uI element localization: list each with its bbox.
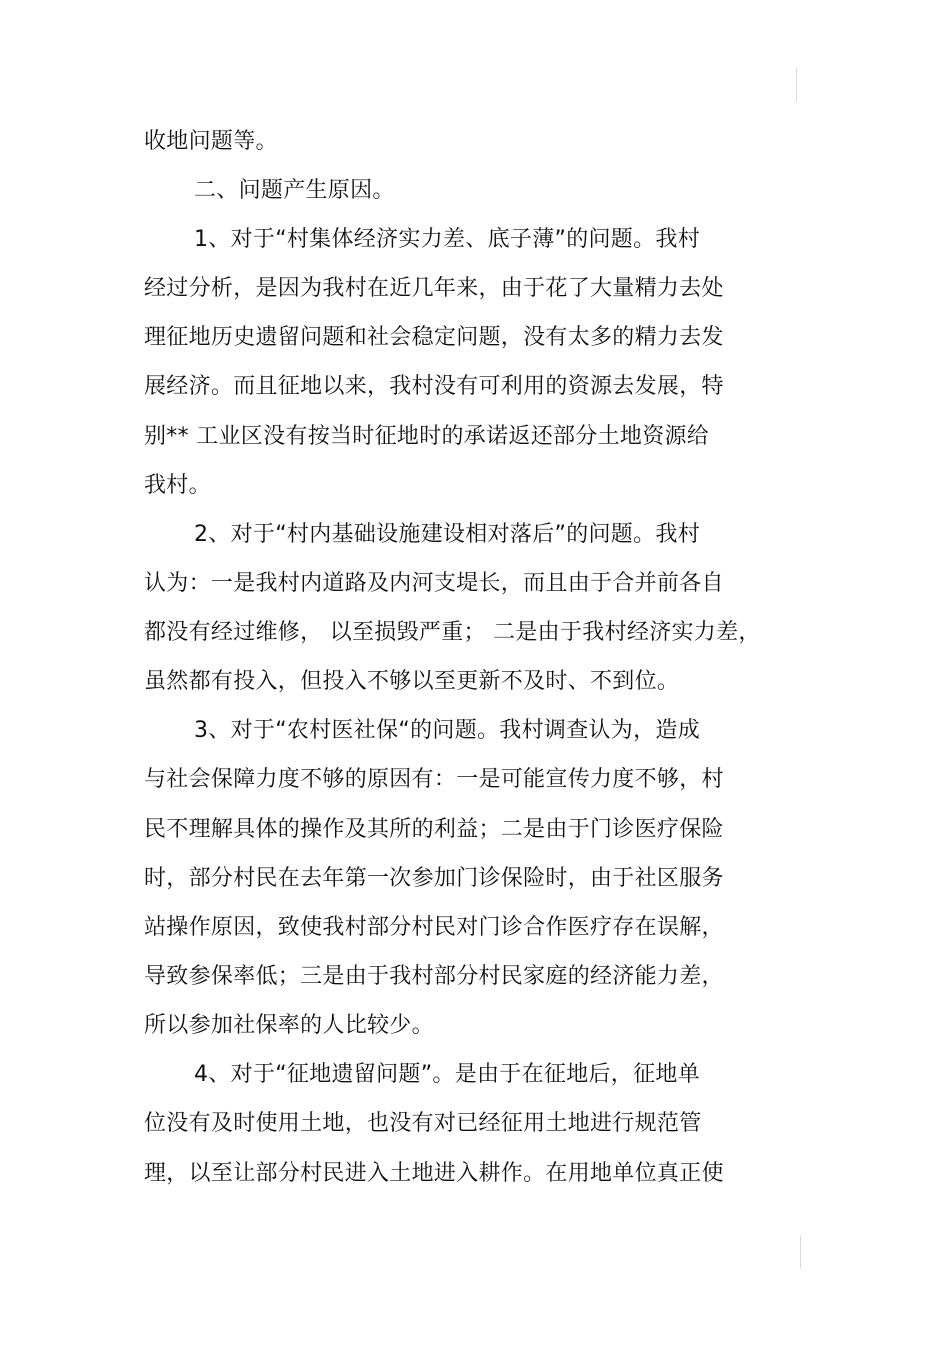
paragraph-3-line-6: 导致参保率低；三是由于我村部分村民家庭的经济能力差， xyxy=(144,964,724,989)
paragraph-1-line-6: 我村。 xyxy=(144,473,211,498)
paragraph-1-line-3: 理征地历史遗留问题和社会稳定问题，没有太多的精力去发 xyxy=(144,325,724,350)
paragraph-2-line-1: 2、对于“村内基础设施建设相对落后”的问题。我村 xyxy=(194,522,700,547)
page-margin-mark-bottom xyxy=(800,1235,801,1269)
paragraph-1-line-5: 别** 工业区没有按当时征地时的承诺返还部分土地资源给 xyxy=(144,424,710,449)
paragraph-4-line-2: 位没有及时使用土地，也没有对已经征用土地进行规范管 xyxy=(144,1111,702,1136)
paragraph-2-line-4: 虽然都有投入，但投入不够以至更新不及时、不到位。 xyxy=(144,669,680,694)
paragraph-1-line-2: 经过分析，是因为我村在近几年来，由于花了大量精力去处 xyxy=(144,276,724,301)
paragraph-4-line-1: 4、对于“征地遗留问题”。是由于在征地后，征地单 xyxy=(194,1062,700,1087)
paragraph-3-line-1: 3、对于“农村医社保“的问题。我村调查认为，造成 xyxy=(194,718,700,743)
paragraph-4-line-3: 理，以至让部分村民进入土地进入耕作。在用地单位真正使 xyxy=(144,1161,724,1186)
paragraph-1-line-4: 展经济。而且征地以来，我村没有可利用的资源去发展，特 xyxy=(144,374,724,399)
paragraph-2-line-2: 认为：一是我村内道路及内河支堤长，而且由于合并前各自 xyxy=(144,571,724,596)
text-line-1: 收地问题等。 xyxy=(144,129,278,154)
section-heading: 二、问题产生原因。 xyxy=(194,178,395,203)
paragraph-3-line-5: 站操作原因，致使我村部分村民对门诊合作医疗存在误解， xyxy=(144,915,724,940)
paragraph-3-line-4: 时，部分村民在去年第一次参加门诊保险时，由于社区服务 xyxy=(144,866,724,891)
paragraph-2-line-3: 都没有经过维修， 以至损毁严重； 二是由于我村经济实力差， xyxy=(144,620,761,645)
paragraph-3-line-2: 与社会保障力度不够的原因有：一是可能宣传力度不够，村 xyxy=(144,767,724,792)
page-margin-mark-top xyxy=(796,68,797,102)
paragraph-3-line-3: 民不理解具体的操作及其所的利益；二是由于门诊医疗保险 xyxy=(144,817,724,842)
paragraph-1-line-1: 1、对于“村集体经济实力差、底子薄”的问题。我村 xyxy=(194,227,700,252)
paragraph-3-line-7: 所以参加社保率的人比较少。 xyxy=(144,1013,434,1038)
